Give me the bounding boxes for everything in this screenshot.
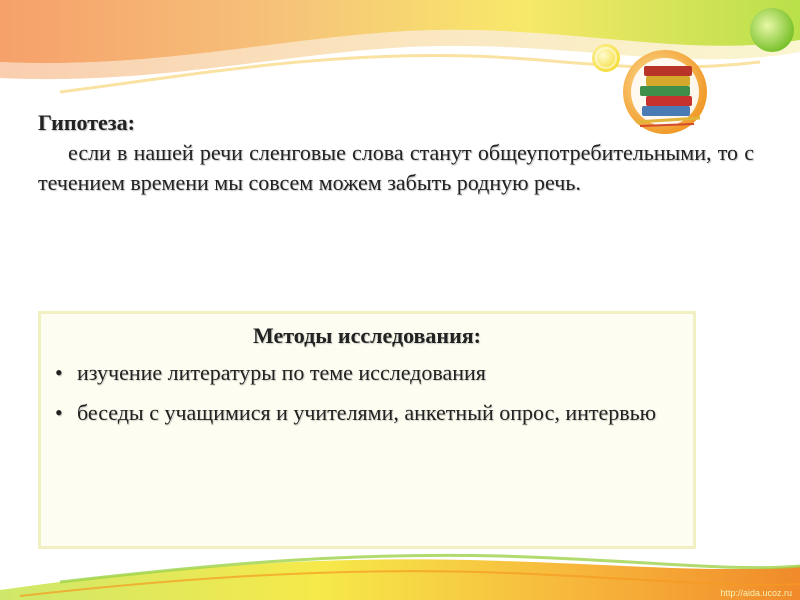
hypothesis-text: если в нашей речи сленговые слова станут общеупотребительными, то с течением времени мы совсем можем забыть родную речь. (38, 140, 754, 195)
bullet-icon: • (55, 360, 63, 385)
list-item (55, 398, 683, 428)
list-item-text: изучение литературы по теме исследования (77, 360, 486, 385)
list-item-text: беседы с учащимися и учителями, анкетный опрос, интервью (77, 400, 657, 425)
bullet-icon: • (55, 400, 63, 425)
methods-title: Методы исследования: (253, 323, 481, 348)
hypothesis-section (38, 108, 754, 198)
list-item (55, 358, 683, 388)
hypothesis-title: Гипотеза: (38, 110, 135, 135)
methods-list (41, 358, 693, 428)
footer-url: http://aida.ucoz.ru (720, 588, 792, 598)
methods-box (38, 311, 696, 549)
